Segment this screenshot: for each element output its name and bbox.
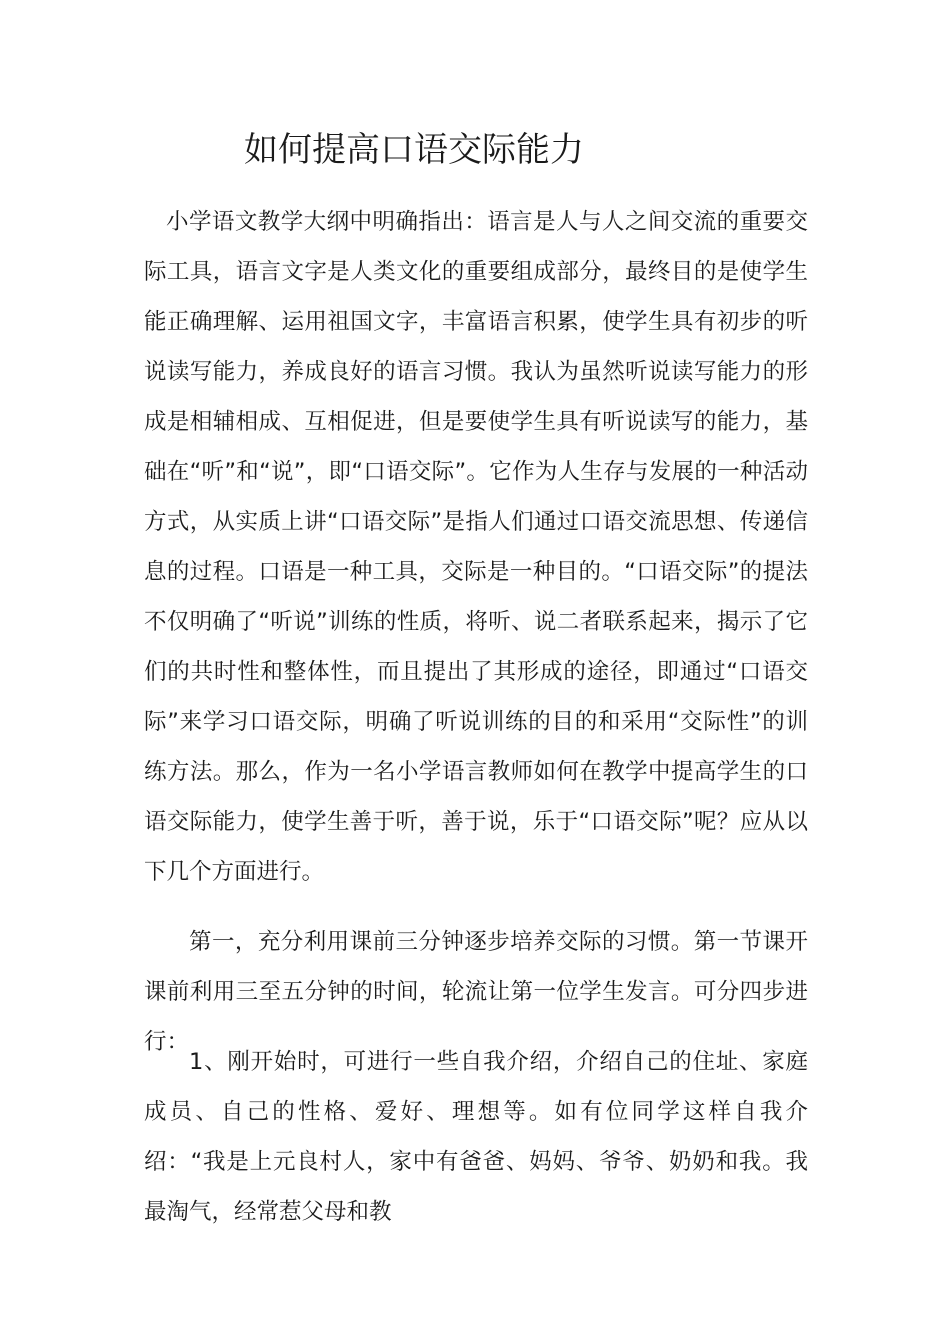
paragraph-intro: 小学语文教学大纲中明确指出：语言是人与人之间交流的重要交际工具，语言文字是人类文化的重要组成部分，最终目的是使学生能正确理解、运用祖国文字，丰富语言积累，使学生具有初步的听说读写能力，养成良好的语言习惯。我认为虽然听说读写能力的形成是相辅相成、互相促进，但是要使学生具有听说读写的能力，基础在“听”和“说”，即“口语交际”。它作为人生存与发展的一种活动方式，从实质上讲“口语交际”是指人们通过口语交流思想、传递信息的过程。口语是一种工具，交际是一种目的。“口语交际”的提法不仅明确了“听说”训练的性质，将听、说二者联系起来，揭示了它们的共时性和整体性，而且提出了其形成的途径，即通过“口语交际”来学习口语交际，明确了听说训练的目的和采用“交际性”的训练方法。那么，作为一名小学语言教师如何在教学中提高学生的口语交际能力，使学生善于听，善于说，乐于“口语交际”呢？应从以下几个方面进行。: [144, 209, 808, 885]
paragraph-step-one: 1、刚开始时，可进行一些自我介绍，介绍自己的住址、家庭成员、自己的性格、爱好、理想等。如有位同学这样自我介绍：“我是上元良村人，家中有爸爸、妈妈、爷爷、奶奶和我。我最淘气，经常惹父母和教: [144, 1049, 808, 1225]
paragraph-first-point: 第一，充分利用课前三分钟逐步培养交际的习惯。第一节课开课前利用三至五分钟的时间，轮流让第一位学生发言。可分四步进行：: [144, 929, 808, 1055]
document-title: 如何提高口语交际能力: [244, 130, 584, 170]
